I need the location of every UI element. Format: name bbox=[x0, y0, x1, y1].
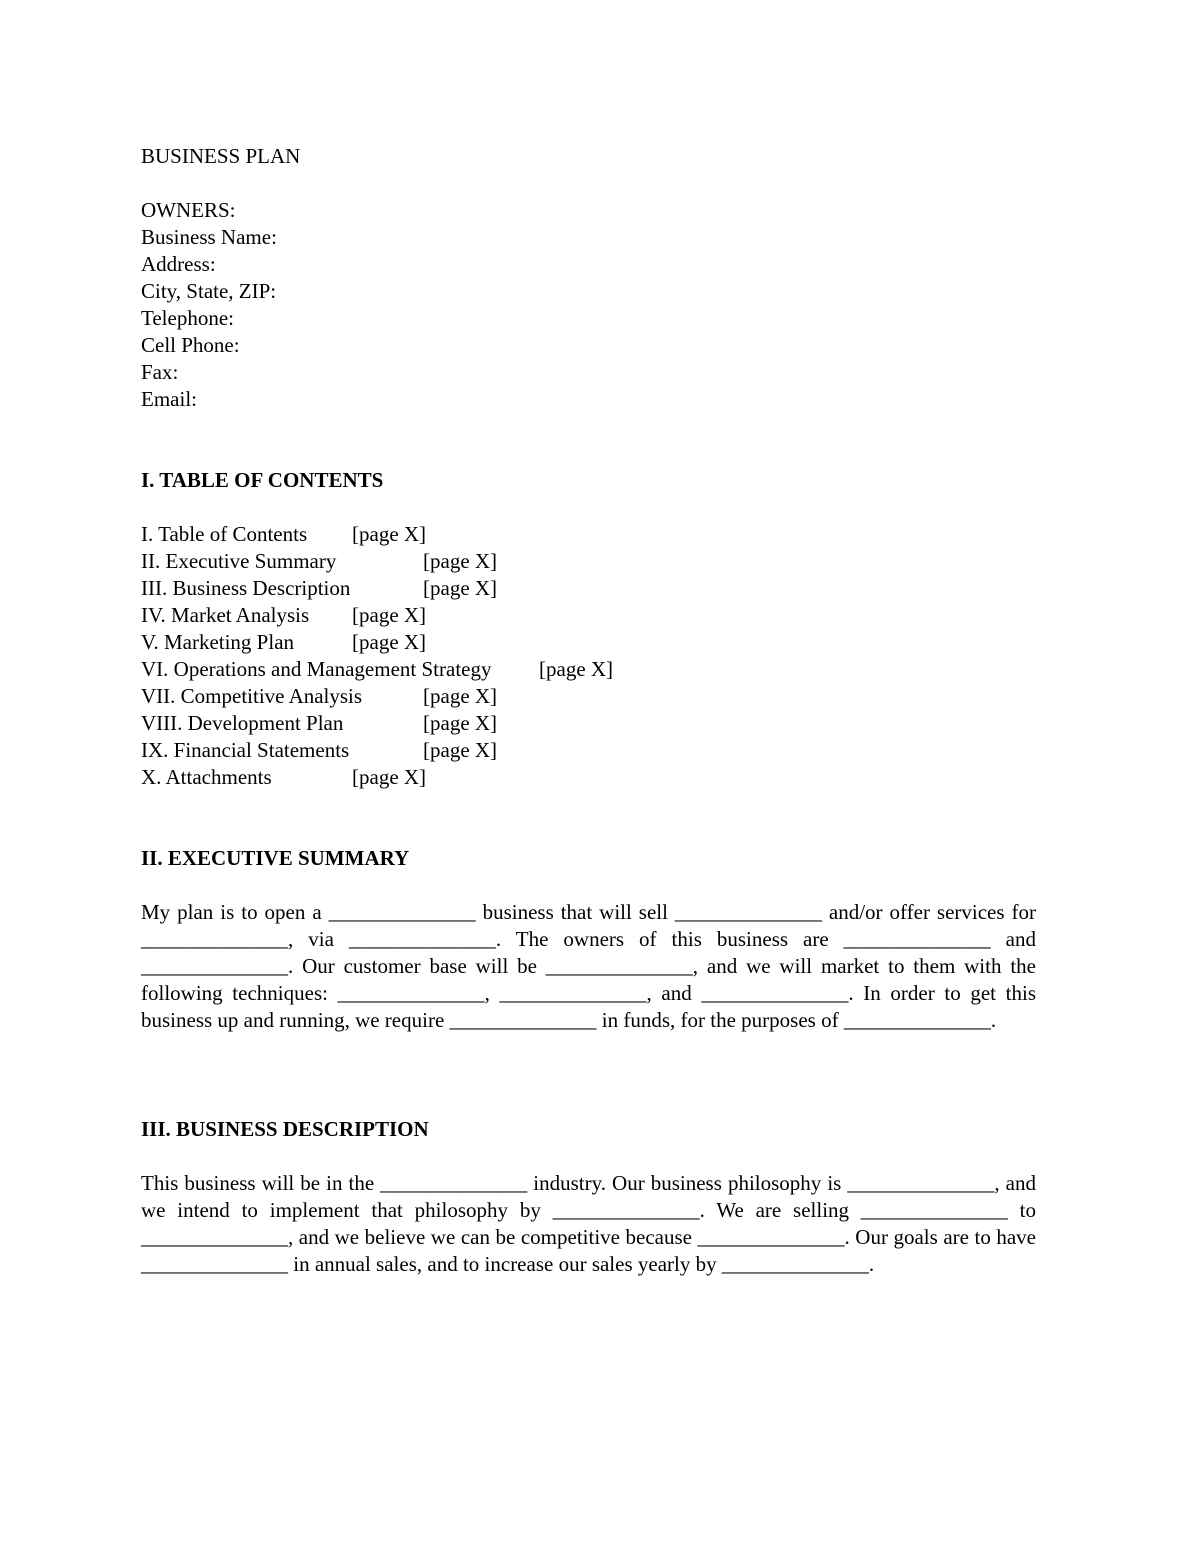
executive-summary-heading: II. EXECUTIVE SUMMARY bbox=[141, 846, 410, 870]
toc-entry bbox=[141, 602, 491, 629]
business-description-text: This business will be in the ______________ industry. Our business philosophy is ______________, and we intend to implement that philosophy by ______________. We are selling ______________ to ______________, and we believe we can be competitive because ______________. Our goals are to have ______________ in annual sales, and to increase our sales yearly by ______________. bbox=[141, 1171, 1036, 1276]
toc-entry bbox=[141, 737, 498, 764]
toc-entry bbox=[141, 548, 498, 575]
email-label: Email: bbox=[141, 387, 197, 411]
toc-entry bbox=[141, 629, 491, 656]
toc-entry-page: [page X] bbox=[423, 738, 498, 762]
toc-entry-title: VIII. Development Plan bbox=[141, 711, 344, 735]
toc-entry-title: I. Table of Contents bbox=[141, 522, 308, 546]
owners-label: OWNERS: bbox=[141, 198, 236, 222]
business-description-heading: III. BUSINESS DESCRIPTION bbox=[141, 1117, 429, 1141]
city-state-zip-label: City, State, ZIP: bbox=[141, 279, 277, 303]
toc-entry-title: III. Business Description bbox=[141, 576, 351, 600]
toc-entry-page: [page X] bbox=[423, 684, 498, 708]
toc-entry-page: [page X] bbox=[352, 522, 427, 546]
toc-entry-page: [page X] bbox=[352, 765, 427, 789]
table-of-contents bbox=[141, 521, 614, 791]
toc-entry-page: [page X] bbox=[423, 549, 498, 573]
business-name-label: Business Name: bbox=[141, 225, 277, 249]
toc-entry-page: [page X] bbox=[423, 711, 498, 735]
toc-entry bbox=[141, 764, 491, 791]
owner-info-fields bbox=[141, 197, 277, 413]
toc-entry-title: V. Marketing Plan bbox=[141, 630, 295, 654]
toc-heading: I. TABLE OF CONTENTS bbox=[141, 468, 384, 492]
toc-entry-title: VI. Operations and Management Strategy bbox=[141, 657, 492, 681]
toc-entry bbox=[141, 575, 498, 602]
toc-entry bbox=[141, 521, 491, 548]
fax-label: Fax: bbox=[141, 360, 179, 384]
toc-entry-page: [page X] bbox=[352, 630, 427, 654]
toc-entry-page: [page X] bbox=[423, 576, 498, 600]
toc-entry-title: VII. Competitive Analysis bbox=[141, 684, 363, 708]
toc-entry bbox=[141, 656, 614, 683]
toc-entry-title: II. Executive Summary bbox=[141, 549, 337, 573]
toc-entry-title: IX. Financial Statements bbox=[141, 738, 350, 762]
document-title: BUSINESS PLAN bbox=[141, 144, 301, 168]
toc-entry-title: IV. Market Analysis bbox=[141, 603, 310, 627]
telephone-label: Telephone: bbox=[141, 306, 234, 330]
toc-entry bbox=[141, 710, 498, 737]
toc-entry-page: [page X] bbox=[539, 657, 614, 681]
cell-phone-label: Cell Phone: bbox=[141, 333, 240, 357]
address-label: Address: bbox=[141, 252, 216, 276]
toc-entry-title: X. Attachments bbox=[141, 765, 272, 789]
executive-summary-text: My plan is to open a ______________ business that will sell ______________ and/or offer services for ______________, via ______________. The owners of this business are ______________ and ______________. Our customer base will be ______________, and we will market to them with the following techniques: ______________, ______________, and ______________. In order to get this business up and running, we require ______________ in funds, for the purposes of ______________. bbox=[141, 900, 1036, 1032]
toc-entry bbox=[141, 683, 498, 710]
toc-entry-page: [page X] bbox=[352, 603, 427, 627]
